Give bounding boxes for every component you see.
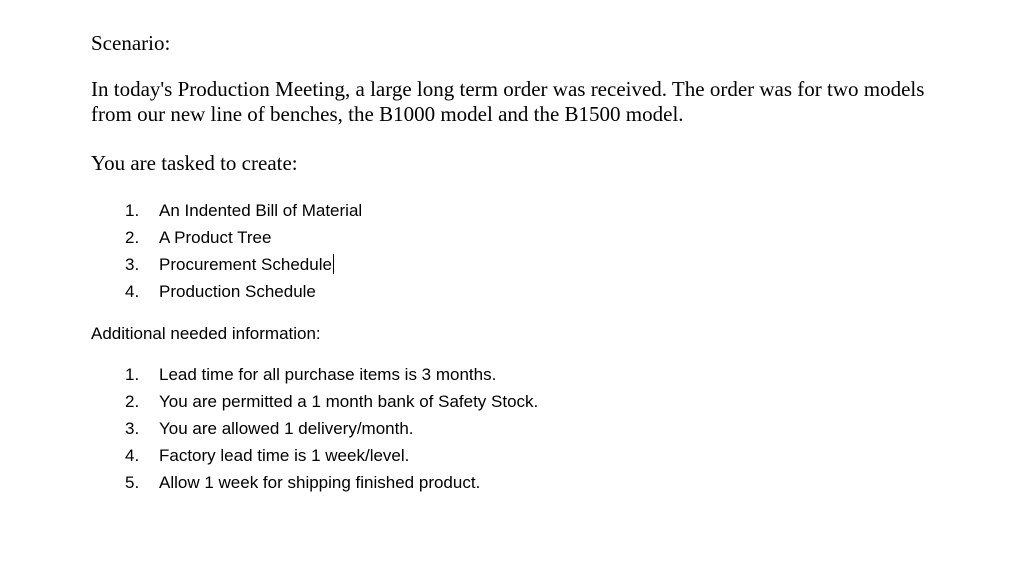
info-list [125, 361, 538, 496]
additional-info-heading: Additional needed information: [91, 324, 321, 343]
list-item-text: You are permitted a 1 month bank of Safety Stock. [159, 392, 539, 411]
list-item-text: A Product Tree [159, 228, 272, 247]
list-item-number: 4. [125, 282, 140, 301]
list-item [125, 278, 362, 305]
list-item-text: Production Schedule [159, 282, 316, 301]
list-item-text: Factory lead time is 1 week/level. [159, 446, 410, 465]
list-item [125, 251, 362, 278]
list-item-text: An Indented Bill of Material [159, 201, 363, 220]
list-item-number: 2. [125, 228, 140, 247]
list-item-number: 5. [125, 473, 140, 492]
text-cursor [333, 254, 334, 274]
list-item [125, 224, 362, 251]
list-item-number: 4. [125, 446, 140, 465]
list-item-number: 1. [125, 201, 140, 220]
intro-paragraph: In today's Production Meeting, a large long term order was received. The order was for two models from our new line of benches, the B1000 model and the B1500 model. [91, 77, 925, 126]
list-item [125, 442, 538, 469]
scenario-heading: Scenario: [91, 31, 171, 55]
list-item-text: Allow 1 week for shipping finished product. [159, 473, 481, 492]
list-item-number: 3. [125, 419, 140, 438]
list-item [125, 388, 538, 415]
tasks-list [125, 197, 362, 305]
list-item [125, 469, 538, 496]
list-item-text: You are allowed 1 delivery/month. [159, 419, 414, 438]
list-item-text: Procurement Schedule [159, 255, 332, 274]
list-item-number: 1. [125, 365, 140, 384]
tasked-line: You are tasked to create: [91, 151, 298, 175]
list-item [125, 415, 538, 442]
list-item [125, 197, 362, 224]
list-item-number: 2. [125, 392, 140, 411]
list-item-text: Lead time for all purchase items is 3 months. [159, 365, 497, 384]
list-item [125, 361, 538, 388]
list-item-number: 3. [125, 255, 140, 274]
